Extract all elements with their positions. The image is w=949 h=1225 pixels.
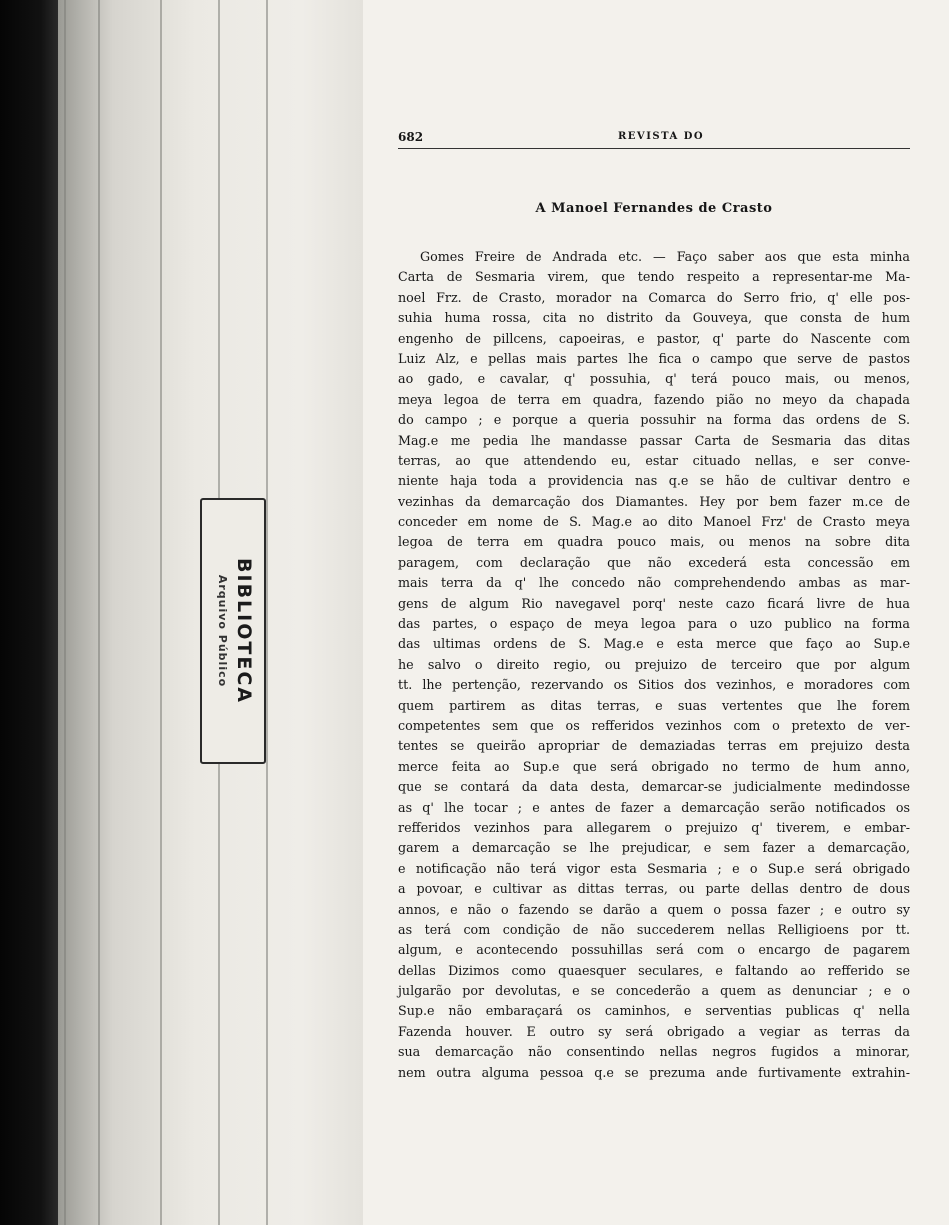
body-text <box>398 247 910 1083</box>
stamp-text <box>211 558 255 704</box>
text-line: conceder em nome de S. Mag.e ao dito Manoel Frz' de Crasto meya <box>398 514 910 530</box>
gutter-line <box>160 0 162 1225</box>
text-line: refferidos vezinhos para allegarem o prejuizo q' tiverem, e embar- <box>398 819 910 835</box>
text-line: quem partirem as ditas terras, e suas vertentes que lhe forem <box>398 697 910 713</box>
gutter-line <box>64 0 66 1225</box>
text-line: e notificação não terá vigor esta Sesmaria ; e o Sup.e será obrigado <box>398 860 910 876</box>
text-line: meya legoa de terra em quadra, fazendo pião no meyo da chapada <box>398 391 910 407</box>
page-header <box>398 128 910 149</box>
text-line: suhia huma rossa, cita no distrito da Gouveya, que consta de hum <box>398 310 910 326</box>
text-line: do campo ; e porque a queria possuhir na forma das ordens de S. <box>398 412 910 428</box>
text-line: sua demarcação não consentindo nellas negros fugidos a minorar, <box>398 1044 910 1060</box>
document-title: A Manoel Fernandes de Crasto <box>535 201 773 216</box>
text-line: vezinhas da demarcação dos Diamantes. Hey por bem fazer m.ce de <box>398 493 910 509</box>
text-line: das ultimas ordens de S. Mag.e e esta merce que faço ao Sup.e <box>398 636 910 652</box>
text-line: ao gado, e cavalar, q' possuhia, q' terá pouco mais, ou menos, <box>398 371 910 387</box>
text-line: a povoar, e cultivar as dittas terras, ou parte dellas dentro de dous <box>398 881 910 897</box>
text-line: das partes, o espaço de meya legoa para o uzo publico na forma <box>398 616 910 632</box>
text-line: Mag.e me pedia lhe mandasse passar Carta de Sesmaria das ditas <box>398 432 910 448</box>
running-head: REVISTA DO <box>618 131 705 142</box>
text-line: competentes sem que os refferidos vezinhos com o pretexto de ver- <box>398 717 910 733</box>
text-line: mais terra da q' lhe concedo não comprehendendo ambas as mar- <box>398 575 910 591</box>
text-line: Carta de Sesmaria virem, que tendo respeito a representar-me Ma- <box>398 269 910 285</box>
text-line: tentes se queirão apropriar de demaziadas terras em prejuizo desta <box>398 738 910 754</box>
text-line: niente haja toda a providencia nas q.e se hão de cultivar dentro e <box>398 473 910 489</box>
text-line: he salvo o direito regio, ou prejuizo de terceiro que por algum <box>398 656 910 672</box>
text-line: que se contará da data desta, demarcar-se judicialmente medindosse <box>398 779 910 795</box>
text-line: merce feita ao Sup.e que será obrigado no termo de hum anno, <box>398 758 910 774</box>
text-line: algum, e acontecendo possuhillas será com o encargo de pagarem <box>398 942 910 958</box>
text-line: Gomes Freire de Andrada etc. — Faço saber aos que esta minha <box>420 249 910 264</box>
text-line: Sup.e não embaraçará os caminhos, e serventias publicas q' nella <box>398 1003 910 1019</box>
text-line: nem outra alguma pessoa q.e se prezuma ande furtivamente extrahin- <box>398 1064 910 1080</box>
text-line: tt. lhe pertenção, rezervando os Sitios dos vezinhos, e moradores com <box>398 677 910 693</box>
text-line: legoa de terra em quadra pouco mais, ou menos na sobre dita <box>398 534 910 550</box>
text-line: gens de algum Rio navegavel porq' neste cazo ficará livre de hua <box>398 595 910 611</box>
gutter-line <box>266 0 268 1225</box>
text-line: garem a demarcação se lhe prejudicar, e sem fazer a demarcação, <box>398 840 910 856</box>
library-stamp <box>200 498 266 764</box>
text-line: engenho de pillcens, capoeiras, e pastor, q' parte do Nascente com <box>398 330 910 346</box>
text-line: paragem, com declaração que não excederá esta concessão em <box>398 554 910 570</box>
text-line: as q' lhe tocar ; e antes de fazer a demarcação serão notificados os <box>398 799 910 815</box>
page-number: 682 <box>398 130 424 144</box>
text-line: annos, e não o fazendo se darão a quem o possa fazer ; e outro sy <box>398 901 910 917</box>
text-line: noel Frz. de Crasto, morador na Comarca do Serro frio, q' elle pos- <box>398 289 910 305</box>
text-line: Fazenda houver. E outro sy será obrigado a vegiar as terras da <box>398 1023 910 1039</box>
document-page <box>398 128 910 1083</box>
text-line: as terá com condição de não succederem nellas Relligioens por tt. <box>398 921 910 937</box>
gutter-line <box>98 0 100 1225</box>
text-line: julgarão por devolutas, e se concederão a quem as denunciar ; e o <box>398 983 910 999</box>
scanner-edge <box>0 0 58 1225</box>
text-line: dellas Dizimos como quaesquer seculares, e faltando ao refferido se <box>398 962 910 978</box>
stamp-label: BIBLIOTECA <box>233 558 255 704</box>
text-line: terras, ao que attendendo eu, estar cituado nellas, e ser conve- <box>398 452 910 468</box>
text-line: Luiz Alz, e pellas mais partes lhe fica o campo que serve de pastos <box>398 350 910 366</box>
stamp-sublabel: Arquivo Público <box>216 574 229 688</box>
